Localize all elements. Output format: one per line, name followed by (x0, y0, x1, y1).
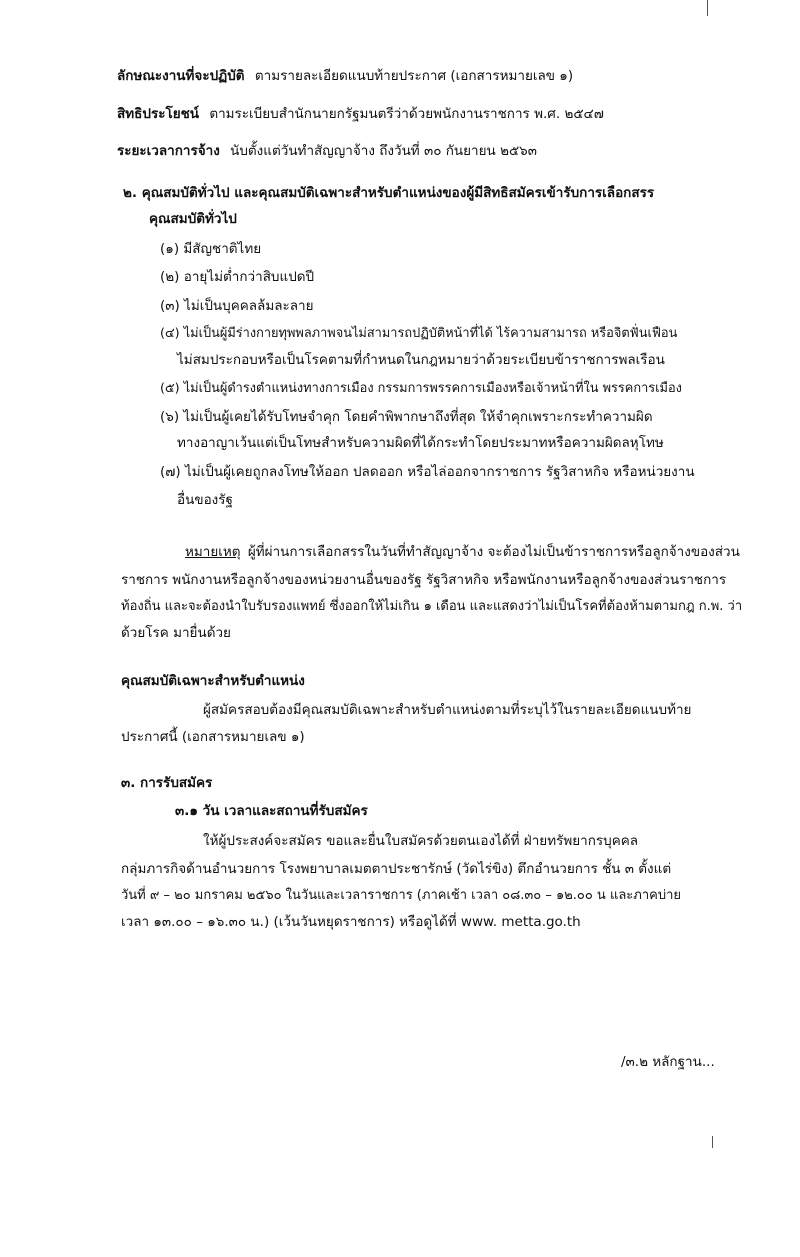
section-2-heading: ๒. คุณสมบัติทั่วไป และคุณสมบัติเฉพาะสำหรับตำแหน่งของผู้มีสิทธิสมัครเข้ารับการเลือกสรร (123, 185, 655, 201)
period-row (117, 141, 537, 161)
note-line: ท้องถิ่น และจะต้องนำใบรับรองแพทย์ ซึ่งออกให้ไม่เกิน ๑ เดือน และแสดงว่าไม่เป็นโรคที่ต้องห้ามตามกฎ ก.พ. ว่า (121, 599, 743, 614)
period-text: นับตั้งแต่วันทำสัญญาจ้าง ถึงวันที่ ๓๐ กันยายน ๒๕๖๓ (230, 143, 537, 159)
note-line: ราชการ พนักงานหรือลูกจ้างของหน่วยงานอื่นของรัฐ รัฐวิสาหกิจ หรือพนักงานหรือลูกจ้างของส่วนราชการ (121, 572, 727, 588)
specific-qualifications-text: ประกาศนี้ (เอกสารหมายเลข ๑) (121, 729, 305, 745)
qualification-item-continued: อื่นของรัฐ (177, 492, 233, 508)
qualification-item: (๓) ไม่เป็นบุคคลล้มละลาย (160, 298, 314, 314)
note-line: ด้วยโรค มายื่นด้วย (121, 625, 231, 641)
general-qualifications-title: คุณสมบัติทั่วไป (149, 211, 237, 227)
qualification-item: (๔) ไม่เป็นผู้มีร่างกายทุพพลภาพจนไม่สามารถปฏิบัติหน้าที่ได้ ไร้ความสามารถ หรือจิตฟั่นเฟือน (160, 326, 678, 341)
qualification-item: (๒) อายุไม่ต่ำกว่าสิบแปดปี (160, 269, 315, 285)
specific-qualifications-text: ผู้สมัครสอบต้องมีคุณสมบัติเฉพาะสำหรับตำแหน่งตามที่ระบุไว้ในรายละเอียดแนบท้าย (203, 702, 692, 718)
benefits-text: ตามระเบียบสำนักนายกรัฐมนตรีว่าด้วยพนักงานราชการ พ.ศ. ๒๕๔๗ (209, 106, 604, 122)
benefits-label: สิทธิประโยชน์ (117, 106, 200, 122)
application-text: เวลา ๑๓.๐๐ – ๑๖.๓๐ น.) (เว้นวันหยุดราชการ) หรือดูได้ที่ www. metta.go.th (121, 914, 581, 930)
note-label: หมายเหตุ (185, 544, 241, 560)
page-continuation: /๓.๒ หลักฐาน... (621, 1054, 715, 1070)
application-text: ให้ผู้ประสงค์จะสมัคร ขอและยื่นใบสมัครด้วยตนเองได้ที่ ฝ่ายทรัพยากรบุคคล (203, 833, 639, 849)
job-description-label: ลักษณะงานที่จะปฏิบัติ (117, 68, 245, 84)
application-text: วันที่ ๙ – ๒๐ มกราคม ๒๕๖๐ ในวันและเวลาราชการ (ภาคเช้า เวลา ๐๘.๓๐ – ๑๒.๐๐ น และภาคบ่าย (121, 888, 682, 903)
qualification-item: (๑) มีสัญชาติไทย (160, 241, 262, 257)
section-3-1-heading: ๓.๑ วัน เวลาและสถานที่รับสมัคร (175, 803, 368, 819)
qualification-item: (๖) ไม่เป็นผู้เคยได้รับโทษจำคุก โดยคำพิพากษาถึงที่สุด ให้จำคุกเพราะกระทำความผิด (160, 409, 653, 425)
scan-edge-mark (707, 0, 708, 16)
job-description-text: ตามรายละเอียดแนบท้ายประกาศ (เอกสารหมายเลข ๑) (254, 68, 574, 84)
qualification-item: (๕) ไม่เป็นผู้ดำรงตำแหน่งทางการเมือง กรรมการพรรคการเมืองหรือเจ้าหน้าที่ใน พรรคการเมือง (160, 381, 682, 396)
application-text: กลุ่มภารกิจด้านอำนวยการ โรงพยาบาลเมตตาประชารักษ์ (วัดไร่ขิง) ตึกอำนวยการ ชั้น ๓ ตั้งแต่ (121, 861, 672, 877)
qualification-item-continued: ไม่สมประกอบหรือเป็นโรคตามที่กำหนดในกฎหมายว่าด้วยระเบียบข้าราชการพลเรือน (177, 352, 665, 368)
note-first-line (185, 542, 740, 562)
specific-qualifications-title: คุณสมบัติเฉพาะสำหรับตำแหน่ง (121, 673, 305, 689)
job-description-row (117, 66, 573, 86)
section-3-heading: ๓. การรับสมัคร (121, 775, 213, 791)
scan-edge-mark (712, 1136, 713, 1148)
benefits-row (117, 104, 604, 124)
period-label: ระยะเวลาการจ้าง (117, 143, 220, 159)
qualification-item: (๗) ไม่เป็นผู้เคยถูกลงโทษให้ออก ปลดออก หรือไล่ออกจากราชการ รัฐวิสาหกิจ หรือหน่วยงาน (160, 464, 695, 480)
qualification-item-continued: ทางอาญาเว้นแต่เป็นโทษสำหรับความผิดที่ได้กระทำโดยประมาทหรือความผิดลหุโทษ (177, 435, 664, 451)
note-text: ผู้ที่ผ่านการเลือกสรรในวันที่ทำสัญญาจ้าง จะต้องไม่เป็นข้าราชการหรือลูกจ้างของส่วน (247, 544, 740, 560)
